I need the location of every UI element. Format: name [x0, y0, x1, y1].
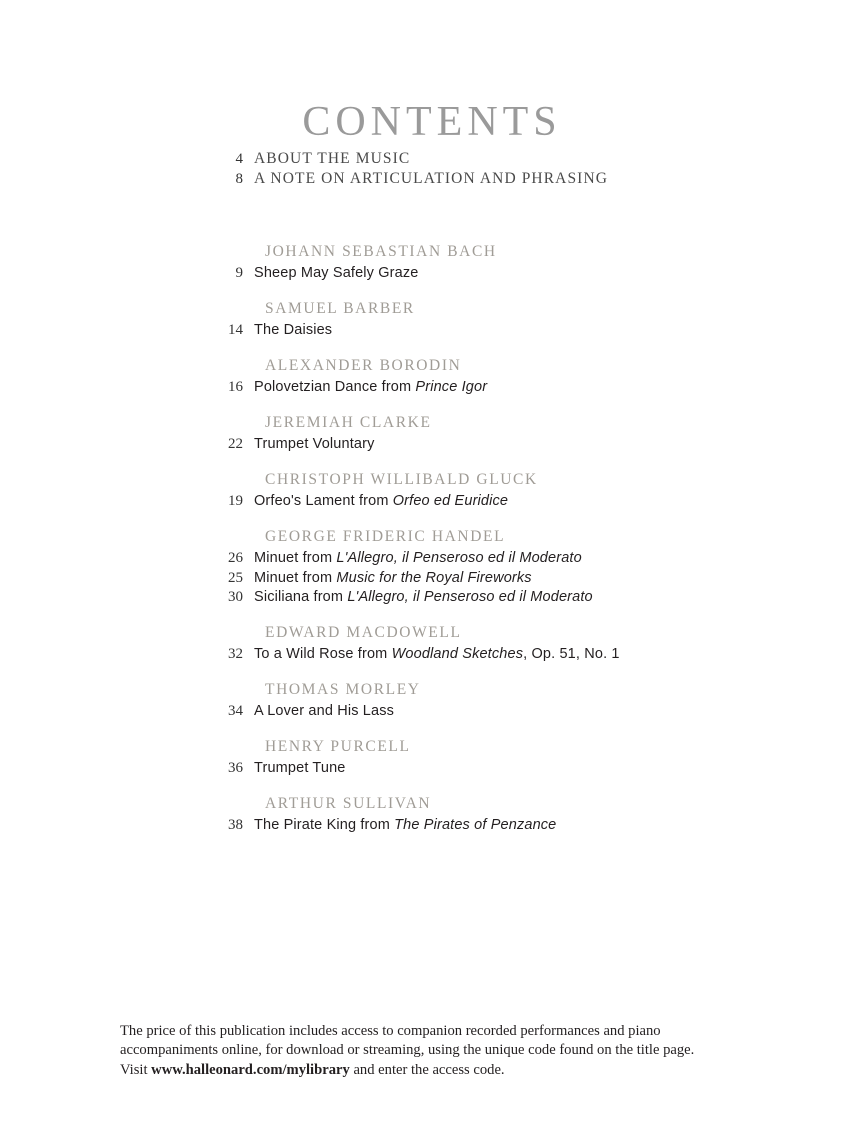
piece-title-work: L'Allegro, il Penseroso ed il Moderato — [347, 589, 593, 605]
piece-page-number: 9 — [235, 265, 243, 281]
piece-title — [254, 550, 582, 566]
piece-title — [254, 265, 419, 281]
piece-title — [254, 570, 532, 586]
piece-row[interactable] — [0, 379, 864, 396]
front-matter-list — [0, 150, 864, 190]
piece-title — [254, 703, 394, 719]
composer-group — [0, 624, 864, 663]
piece-row[interactable] — [0, 322, 864, 339]
composer-name: EDWARD MACDOWELL — [265, 624, 462, 641]
piece-page-number: 26 — [228, 550, 243, 566]
footer-visit-suffix: and enter the access code. — [349, 1061, 505, 1078]
composer-name: ALEXANDER BORODIN — [265, 357, 462, 374]
composer-group — [0, 738, 864, 777]
footer-line-2: accompaniments online, for download or streaming, using the unique code found on the title page. — [120, 1042, 695, 1059]
composer-group — [0, 414, 864, 453]
composer-group — [0, 795, 864, 834]
footer-note — [120, 1022, 760, 1080]
composer-name: THOMAS MORLEY — [265, 681, 421, 698]
front-matter-row[interactable] — [0, 150, 864, 168]
piece-title-main: Trumpet Voluntary — [254, 436, 375, 452]
piece-row[interactable] — [0, 265, 864, 282]
piece-title-main: Polovetzian Dance from — [254, 379, 416, 395]
composer-group — [0, 471, 864, 510]
composer-name: JOHANN SEBASTIAN BACH — [265, 243, 497, 260]
piece-title — [254, 760, 346, 776]
piece-page-number: 25 — [228, 569, 243, 586]
piece-title-work: Music for the Royal Fireworks — [336, 569, 532, 586]
piece-title-main: Sheep May Safely Graze — [254, 265, 419, 281]
piece-title — [254, 493, 508, 509]
piece-row[interactable] — [0, 589, 864, 606]
piece-row[interactable] — [0, 570, 864, 587]
piece-page-number: 36 — [228, 760, 243, 776]
piece-row[interactable] — [0, 493, 864, 510]
piece-page-number: 34 — [228, 703, 243, 719]
footer-url[interactable]: www.halleonard.com/mylibrary — [151, 1061, 350, 1078]
piece-title-suffix: , Op. 51, No. 1 — [523, 646, 620, 662]
composer-name: SAMUEL BARBER — [265, 300, 415, 317]
piece-row[interactable] — [0, 760, 864, 777]
piece-title-main: Minuet from — [254, 550, 337, 566]
footer-line-1: The price of this publication includes access to companion recorded performances and piano — [120, 1023, 661, 1039]
front-matter-label: A NOTE ON ARTICULATION AND PHRASING — [254, 170, 609, 187]
composer-name: HENRY PURCELL — [265, 738, 411, 755]
piece-title — [254, 817, 556, 833]
front-matter-page-number: 4 — [235, 151, 243, 167]
piece-page-number: 14 — [228, 322, 243, 338]
piece-row[interactable] — [0, 436, 864, 453]
piece-page-number: 30 — [228, 589, 243, 605]
piece-row[interactable] — [0, 550, 864, 567]
composer-group — [0, 357, 864, 396]
piece-title-work: L'Allegro, il Penseroso ed il Moderato — [336, 550, 582, 566]
piece-page-number: 22 — [228, 436, 243, 452]
footer-line-3 — [120, 1061, 760, 1080]
composer-group — [0, 300, 864, 339]
piece-title-work: Woodland Sketches — [391, 646, 524, 662]
piece-title-main: To a Wild Rose from — [254, 646, 392, 662]
piece-title-main: Orfeo's Lament from — [254, 493, 393, 509]
front-matter-label: ABOUT THE MUSIC — [254, 150, 411, 167]
piece-title-main: Trumpet Tune — [254, 760, 346, 776]
piece-title-work: Orfeo ed Euridice — [392, 493, 509, 509]
piece-page-number: 32 — [228, 646, 243, 662]
table-of-contents — [0, 243, 864, 852]
piece-title-main: The Daisies — [254, 322, 333, 338]
piece-page-number: 16 — [228, 379, 243, 395]
composer-name: GEORGE FRIDERIC HANDEL — [265, 528, 506, 545]
piece-title-work: The Pirates of Penzance — [394, 817, 557, 833]
piece-row[interactable] — [0, 646, 864, 663]
piece-row[interactable] — [0, 703, 864, 720]
front-matter-row[interactable] — [0, 170, 864, 188]
composer-name: JEREMIAH CLARKE — [265, 414, 432, 431]
piece-title — [254, 436, 374, 452]
piece-title-work: Prince Igor — [415, 379, 488, 395]
piece-title-main: Minuet from — [254, 569, 337, 586]
piece-title — [254, 646, 620, 662]
piece-title — [254, 379, 487, 395]
footer-visit-prefix: Visit — [120, 1061, 152, 1078]
composer-group — [0, 243, 864, 282]
composer-group — [0, 681, 864, 720]
piece-title-main: The Pirate King from — [254, 817, 395, 833]
piece-title-main: A Lover and His Lass — [254, 703, 395, 719]
composer-name: CHRISTOPH WILLIBALD GLUCK — [265, 471, 538, 488]
page-title: CONTENTS — [302, 99, 562, 146]
composer-group — [0, 528, 864, 606]
front-matter-page-number: 8 — [235, 171, 243, 187]
piece-title — [254, 322, 332, 338]
piece-title-main: Siciliana from — [254, 589, 348, 605]
piece-page-number: 38 — [228, 817, 243, 833]
piece-row[interactable] — [0, 817, 864, 834]
piece-page-number: 19 — [228, 493, 243, 509]
composer-name: ARTHUR SULLIVAN — [265, 795, 432, 812]
piece-title — [254, 589, 593, 605]
